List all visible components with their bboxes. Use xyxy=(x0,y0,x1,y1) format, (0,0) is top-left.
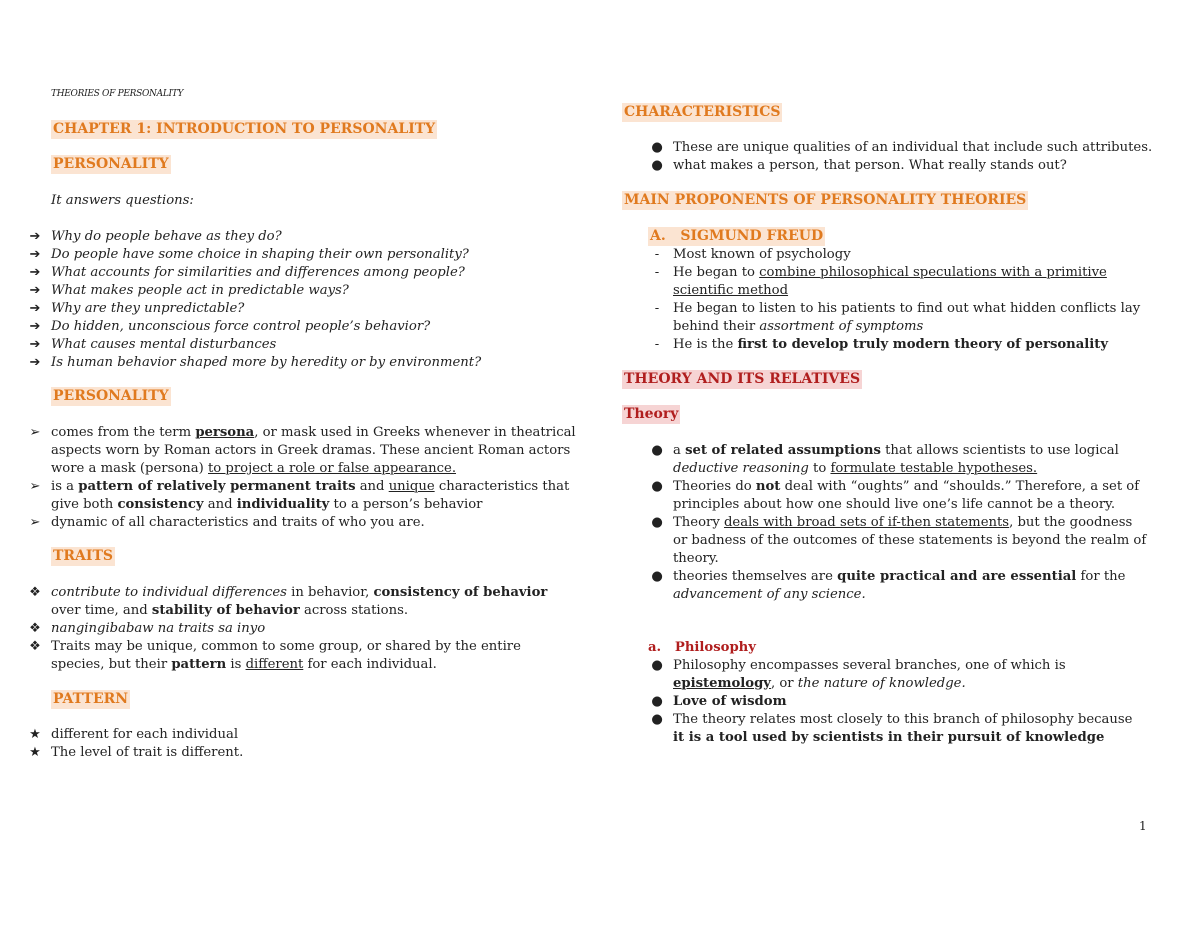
dash-icon: - xyxy=(654,301,660,316)
traits-heading: TRAITS xyxy=(53,548,113,564)
dash-icon: - xyxy=(654,337,660,352)
triangle-bullet-icon: ➢ xyxy=(29,425,41,440)
bullet-icon: ● xyxy=(651,515,663,530)
list-item: - He began to listen to his patients to find out what hidden conflicts lay behind their assortment of symptoms xyxy=(622,300,1147,336)
list-item: ● Philosophy encompasses several branches, one of which is epistemology, or the nature of knowledge. xyxy=(622,657,1147,693)
list-item: ● what makes a person, that person. What really stands out? xyxy=(622,157,1162,175)
questions-list xyxy=(0,228,591,372)
list-item: - He is the first to develop truly modern theory of personality xyxy=(622,336,1147,354)
list-item: ➢ is a pattern of relatively permanent traits and unique characteristics that give both consistency and individuality to a person’s behavior xyxy=(0,478,576,514)
personality-heading-2: PERSONALITY xyxy=(53,388,169,404)
pattern-list xyxy=(0,726,576,762)
arrow-icon: ➔ xyxy=(29,283,41,298)
list-item: ➔ Do hidden, unconscious force control people’s behavior? xyxy=(0,318,591,336)
list-item: ● These are unique qualities of an individual that include such attributes. xyxy=(622,139,1162,157)
it-answers-label: It answers questions: xyxy=(51,193,194,208)
triangle-bullet-icon: ➢ xyxy=(29,515,41,530)
diamond-bullet-icon: ❖ xyxy=(29,585,41,600)
arrow-icon: ➔ xyxy=(29,319,41,334)
bullet-icon: ● xyxy=(651,569,663,584)
pattern-heading: PATTERN xyxy=(53,691,129,707)
document-title: THEORIES OF PERSONALITY xyxy=(51,89,184,99)
page-number: 1 xyxy=(1139,819,1147,833)
list-item: ➔ What makes people act in predictable ways? xyxy=(0,282,591,300)
list-item: ★ different for each individual xyxy=(0,726,576,744)
list-item: ➢ dynamic of all characteristics and traits of who you are. xyxy=(0,514,576,532)
list-item: ➔ Why are they unpredictable? xyxy=(0,300,591,318)
proponents-heading: MAIN PROPONENTS OF PERSONALITY THEORIES xyxy=(624,192,1027,208)
star-icon: ★ xyxy=(29,727,41,742)
arrow-icon: ➔ xyxy=(29,355,41,370)
philosophy-list xyxy=(622,657,1147,747)
arrow-icon: ➔ xyxy=(29,229,41,244)
bullet-icon: ● xyxy=(651,443,663,458)
list-item: ● Love of wisdom xyxy=(622,693,1147,711)
freud-heading: A. SIGMUND FREUD xyxy=(650,228,824,244)
list-item: - He began to combine philosophical speculations with a primitive scientific method xyxy=(622,264,1147,300)
arrow-icon: ➔ xyxy=(29,247,41,262)
theory-heading: Theory xyxy=(624,406,679,422)
list-item: ● The theory relates most closely to this branch of philosophy because it is a tool used by scientists in their pursuit of knowledge xyxy=(622,711,1147,747)
list-item: ● Theories do not deal with “oughts” and “shoulds.” Therefore, a set of principles about how one should live one’s life cannot be a theory. xyxy=(622,478,1147,514)
list-item: ➔ Do people have some choice in shaping their own personality? xyxy=(0,246,591,264)
list-item: ❖ contribute to individual differences in behavior, consistency of behavior over time, and stability of behavior across stations. xyxy=(0,584,576,620)
list-item: ➔ Is human behavior shaped more by heredity or by environment? xyxy=(0,354,591,372)
arrow-icon: ➔ xyxy=(29,301,41,316)
bullet-icon: ● xyxy=(651,479,663,494)
theory-relatives-heading: THEORY AND ITS RELATIVES xyxy=(624,371,861,387)
bullet-icon: ● xyxy=(651,712,663,727)
list-item: ● a set of related assumptions that allows scientists to use logical deductive reasoning to formulate testable hypotheses. xyxy=(622,442,1147,478)
bullet-icon: ● xyxy=(651,658,663,673)
bullet-icon: ● xyxy=(651,694,663,709)
list-item: ● Theory deals with broad sets of if-then statements, but the goodness or badness of the outcomes of these statements is beyond the realm of theory. xyxy=(622,514,1147,568)
triangle-bullet-icon: ➢ xyxy=(29,479,41,494)
characteristics-list xyxy=(622,139,1162,175)
persona-list xyxy=(0,424,576,532)
list-item: ❖ nangingibabaw na traits sa inyo xyxy=(0,620,576,638)
chapter-heading: CHAPTER 1: INTRODUCTION TO PERSONALITY xyxy=(53,121,436,137)
philosophy-heading: a. Philosophy xyxy=(648,640,756,655)
characteristics-heading: CHARACTERISTICS xyxy=(624,104,781,120)
list-item: ➔ Why do people behave as they do? xyxy=(0,228,591,246)
personality-heading: PERSONALITY xyxy=(53,156,169,172)
list-item: ➢ comes from the term persona, or mask used in Greeks whenever in theatrical aspects worn by Roman actors in Greek dramas. These ancient Roman actors wore a mask (persona) to project a role or false appearance. xyxy=(0,424,576,478)
bullet-icon: ● xyxy=(651,158,663,173)
arrow-icon: ➔ xyxy=(29,337,41,352)
diamond-bullet-icon: ❖ xyxy=(29,639,41,654)
list-item: - Most known of psychology xyxy=(622,246,1147,264)
traits-list xyxy=(0,584,576,674)
list-item: ● theories themselves are quite practical and are essential for the advancement of any science. xyxy=(622,568,1147,604)
dash-icon: - xyxy=(654,247,660,262)
list-item: ★ The level of trait is different. xyxy=(0,744,576,762)
theory-list xyxy=(622,442,1147,604)
dash-icon: - xyxy=(654,265,660,280)
arrow-icon: ➔ xyxy=(29,265,41,280)
list-item: ➔ What causes mental disturbances xyxy=(0,336,591,354)
diamond-bullet-icon: ❖ xyxy=(29,621,41,636)
list-item: ❖ Traits may be unique, common to some group, or shared by the entire species, but their pattern is different for each individual. xyxy=(0,638,576,674)
star-icon: ★ xyxy=(29,745,41,760)
bullet-icon: ● xyxy=(651,140,663,155)
freud-list xyxy=(622,246,1147,354)
list-item: ➔ What accounts for similarities and differences among people? xyxy=(0,264,591,282)
